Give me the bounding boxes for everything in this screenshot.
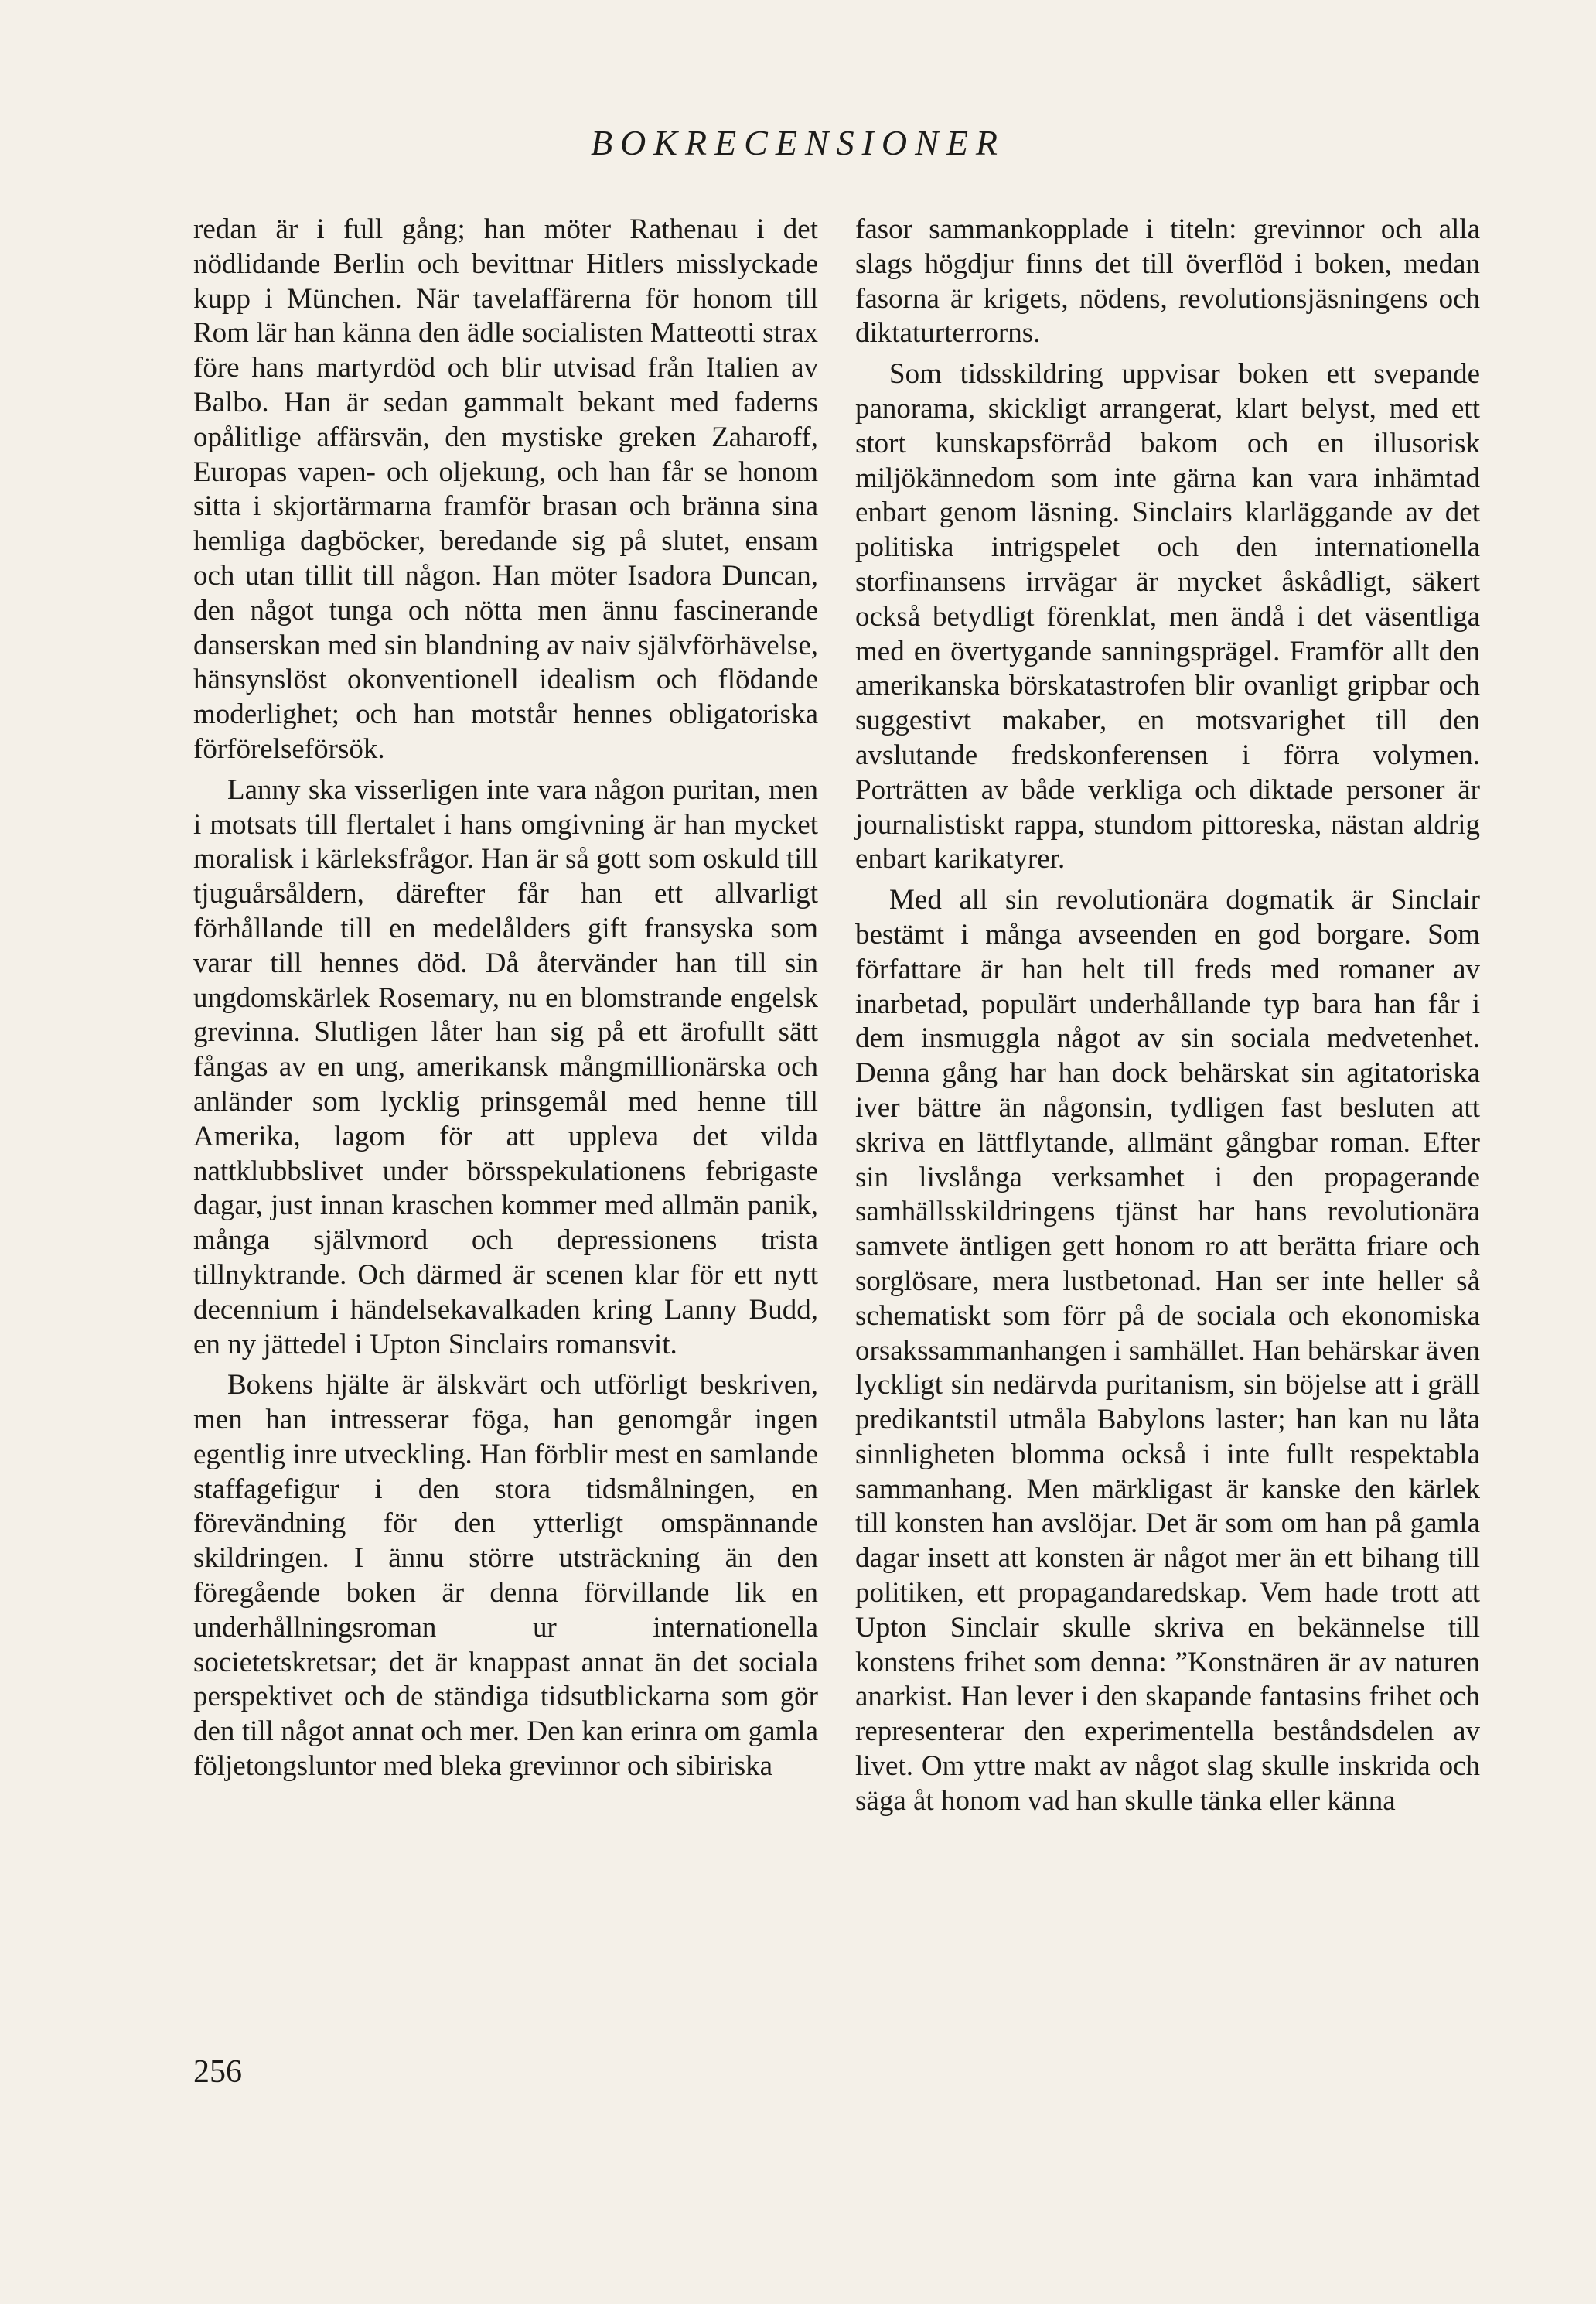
paragraph: redan är i full gång; han möter Rathenau i det nödlidande Berlin och bevittnar Hitlers misslyckade kupp i München. När tavelaffärerna för honom till Rom lär han känna den ädle socialisten Matteotti strax före hans martyrdöd och blir utvisad från Italien av Balbo. Han är sedan gammalt bekant med faderns opålitlige affärsvän, den mystiske greken Zaharoff, Europas vapen- och oljekung, och han får se honom sitta i skjortärmarna framför brasan och bränna sina hemliga dagböcker, beredande sig på slutet, ensam och utan tillit till någon. Han möter Isadora Duncan, den något tunga och nötta men ännu fascinerande danserskan med sin blandning av naiv självförhävelse, hänsynslöst okonventionell idealism och flödande moderlighet; och han motstår hennes obligatoriska förförelseförsök. bbox=[193, 213, 818, 765]
paragraph: Som tidsskildring uppvisar boken ett svepande panorama, skickligt arrangerat, klart belyst, med ett stort kunskapsförråd bakom och en illusorisk miljökännedom som inte gärna kan vara inhämtad enbart genom läsning. Sinclairs klarläggande av det politiska intrigspelet och den internationella storfinansens irrvägar är mycket åskådligt, säkert också betydligt förenklat, men ändå i det väsentliga med en övertygande sanningsprägel. Framför allt den amerikanska börskatastrofen blir ovanligt gripbar och suggestivt makaber, en motsvarighet till den avslutande fredskonferensen i förra volymen. Porträtten av både verkliga och diktade personer är journalistiskt rappa, stundom pittoreska, nästan aldrig enbart karikatyrer. bbox=[855, 358, 1480, 876]
page-number: 256 bbox=[193, 2054, 242, 2090]
paragraph: fasor sammankopplade i titeln: grevinnor och alla slags högdjur finns det till överflöd i boken, medan fasorna är krigets, nödens, revolutionsjäsningens och diktaturterrorns. bbox=[855, 213, 1480, 350]
paragraph: Med all sin revolutionära dogmatik är Sinclair bestämt i många avseenden en god borgare. Som författare är han helt till freds med romaner av inarbetad, populärt underhållande typ bara han får i dem insmuggla något av sin sociala medvetenhet. Denna gång har han dock behärskat sin agitatoriska iver bättre än någonsin, tydligen fast besluten att skriva en lättflytande, allmänt gångbar roman. Efter sin livslånga verksamhet i den propagerande samhällsskildringens tjänst har hans revolutionära samvete äntligen gett honom ro att berätta friare och sorglösare, mera lustbetonad. Han ser inte heller så schematiskt som förr på de sociala och ekonomiska orsakssammanhangen i samhället. Han behärskar även lyckligt sin nedärvda puritanism, sin böjelse att i gräll predikantstil utmåla Babylons laster; han kan nu låta sinnligheten blomma också i inte fullt respektabla sammanhang. Men märkligast är kanske den kärlek till konsten han avslöjar. Det är som om han på gamla dagar insett att konsten är något mer än ett bihang till politiken, ett propagandaredskap. Vem hade trott att Upton Sinclair skulle skriva en bekännelse till konstens frihet som denna: ”Konstnären är av naturen anarkist. Han lever i den skapande fantasins frihet och representerar den experimentella beståndsdelen av livet. Om yttre makt av något slag skulle inskrida och säga åt honom vad han skulle tänka eller känna bbox=[855, 884, 1480, 1817]
running-header: BOKRECENSIONER bbox=[590, 123, 1006, 162]
paragraph: Bokens hjälte är älskvärt och utförligt beskriven, men han intresserar föga, han genomgår ingen egentlig inre utveckling. Han förblir mest en samlande staffagefigur i den stora tidsmålningen, en förevändning för den ytterligt omspännande skildringen. I ännu större utsträckning än den föregående boken är denna förvillande lik en underhållningsroman ur internationella societetskretsar; det är knappast annat än det sociala perspektivet och de ständiga tidsutblickarna som gör den till något annat och mer. Den kan erinra om gamla följetongsluntor med bleka grevinnor och sibiriska bbox=[193, 1369, 818, 1783]
right-column bbox=[855, 213, 1480, 1819]
left-column bbox=[193, 213, 818, 1784]
paragraph: Lanny ska visserligen inte vara någon puritan, men i motsats till flertalet i hans omgivning är han mycket moralisk i kärleksfrågor. Han är så gott som oskuld till tjuguårsåldern, därefter får han ett allvarligt förhållande till en medelålders gift fransyska som varar till hennes död. Då återvänder han till sin ungdomskärlek Rosemary, nu en blomstrande engelsk grevinna. Slutligen låter han sig på ett ärofullt sätt fångas av en ung, amerikansk mångmillionärska och anländer som lycklig prinsgemål med henne till Amerika, lagom för att uppleva det vilda nattklubbslivet under börsspekulationens febrigaste dagar, just innan kraschen kommer med allmän panik, många självmord och depressionens trista tillnyktrande. Och därmed är scenen klar för ett nytt decennium i händelsekavalkaden kring Lanny Budd, en ny jättedel i Upton Sinclairs romansvit. bbox=[193, 773, 818, 1360]
